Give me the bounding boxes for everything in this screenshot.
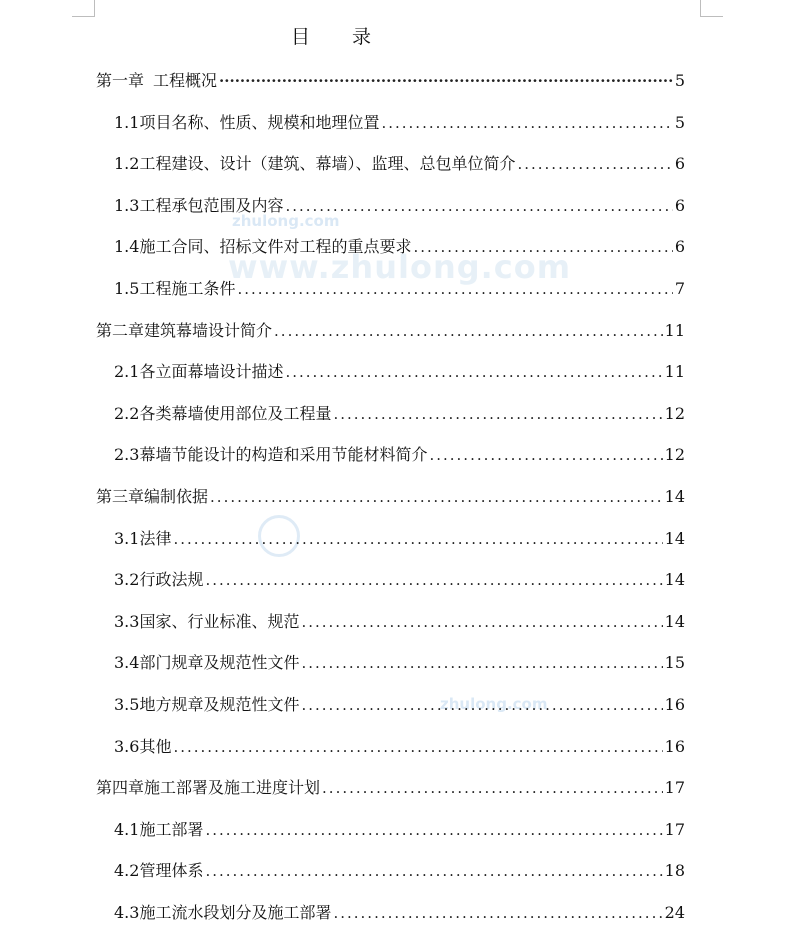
toc-section-entry[interactable]: [96, 393, 685, 435]
toc-dot-leader: [381, 103, 672, 145]
toc-page-number: 14: [664, 528, 685, 548]
toc-chapter-entry[interactable]: [96, 476, 685, 518]
toc-entry-title: 编制依据: [144, 486, 209, 506]
page-corner-mark-top-right: [700, 0, 723, 17]
toc-dot-leader: [205, 560, 662, 602]
toc-dot-leader: [173, 519, 662, 561]
toc-entry-title: 工程概况: [153, 71, 218, 90]
toc-dot-leader: [219, 61, 673, 103]
toc-page-number: 6: [674, 237, 685, 257]
toc-dot-leader: [301, 602, 662, 644]
toc-dot-leader: [285, 352, 662, 394]
toc-section-entry[interactable]: [96, 642, 685, 684]
toc-page-number: 5: [674, 71, 685, 90]
toc-page-number: 16: [664, 694, 685, 714]
toc-entry-number: 3.4: [114, 653, 140, 673]
toc-page-number: 12: [664, 445, 685, 465]
toc-entry-number: 第三章: [96, 486, 145, 506]
toc-entry-title: 施工部署及施工进度计划: [144, 778, 321, 798]
toc-dot-leader: [285, 186, 672, 228]
toc-entry-title: 各立面幕墙设计描述: [139, 362, 284, 382]
toc-dot-leader: [333, 893, 662, 935]
toc-chapter-entry[interactable]: [96, 60, 685, 102]
page-corner-mark-top-left: [72, 0, 95, 17]
toc-entry-number: 3.3: [114, 611, 140, 631]
toc-dot-leader: [274, 311, 663, 353]
toc-dot-leader: [301, 685, 662, 727]
toc-section-entry[interactable]: [96, 892, 685, 934]
toc-entry-title: 地方规章及规范性文件: [139, 694, 300, 714]
toc-entry-title: 法律: [139, 528, 172, 548]
toc-entry-number: 4.2: [114, 861, 140, 881]
watermark-small: zhulong.com: [232, 212, 340, 230]
toc-entry-number: 3.6: [114, 736, 140, 756]
toc-section-entry[interactable]: [96, 102, 685, 144]
toc-entry-number: 1.1: [114, 112, 140, 132]
toc-section-entry[interactable]: [96, 185, 685, 227]
toc-chapter-entry[interactable]: [96, 310, 685, 352]
toc-entry-number: 1.2: [114, 154, 140, 174]
toc-section-entry[interactable]: [96, 351, 685, 393]
toc-entry-number: 1.5: [114, 278, 140, 298]
toc-entry-number: 1.3: [114, 195, 140, 215]
toc-dot-leader: [205, 851, 662, 893]
toc-title: 目 录: [290, 26, 390, 48]
toc-dot-leader: [429, 435, 662, 477]
toc-page-number: 17: [664, 778, 685, 798]
toc-section-entry[interactable]: [96, 850, 685, 892]
toc-entry-title: 施工流水段划分及施工部署: [139, 902, 332, 922]
toc-entry-title: 其他: [139, 736, 172, 756]
toc-page-number: 7: [674, 278, 685, 298]
toc-dot-leader: [205, 810, 662, 852]
toc-page-number: 14: [664, 570, 685, 590]
toc-page-number: 6: [674, 154, 685, 174]
toc-entry-title: 幕墙节能设计的构造和采用节能材料简介: [139, 445, 428, 465]
toc-entry-title: 部门规章及规范性文件: [139, 653, 300, 673]
toc-page-number: 12: [664, 403, 685, 423]
toc-page-number: 11: [664, 362, 685, 382]
toc-entry-title: 管理体系: [139, 861, 204, 881]
toc-page-number: 24: [664, 902, 685, 922]
toc-entry-number: 2.2: [114, 403, 140, 423]
watermark-bottom: zhulong.com: [440, 695, 548, 713]
toc-entry-title: 行政法规: [139, 570, 204, 590]
toc-dot-leader: [322, 768, 663, 810]
toc-entry-number: 3.1: [114, 528, 140, 548]
toc-section-entry[interactable]: [96, 268, 685, 310]
toc-entry-title: 建筑幕墙设计简介: [144, 320, 273, 340]
toc-dot-leader: [173, 727, 662, 769]
toc-section-entry[interactable]: [96, 726, 685, 768]
toc-dot-leader: [237, 269, 672, 311]
toc-dot-leader: [301, 643, 662, 685]
toc-section-entry[interactable]: [96, 226, 685, 268]
toc-page-number: 14: [664, 611, 685, 631]
toc-entry-number: 4.3: [114, 902, 140, 922]
toc-page-number: 5: [674, 112, 685, 132]
toc-entry-title: 工程施工条件: [139, 278, 236, 298]
toc-entry-title: 施工部署: [139, 819, 204, 839]
toc-entry-title: 国家、行业标准、规范: [139, 611, 300, 631]
toc-entry-title: 各类幕墙使用部位及工程量: [139, 403, 332, 423]
toc-entry-title: 项目名称、性质、规模和地理位置: [139, 112, 380, 132]
toc-section-entry[interactable]: [96, 809, 685, 851]
table-of-contents: [96, 60, 685, 933]
toc-dot-leader: [413, 227, 672, 269]
toc-page-number: 14: [664, 486, 685, 506]
toc-chapter-entry[interactable]: [96, 767, 685, 809]
toc-page-number: 6: [674, 195, 685, 215]
toc-page-number: 16: [664, 736, 685, 756]
toc-dot-leader: [333, 394, 662, 436]
toc-section-entry[interactable]: [96, 143, 685, 185]
toc-entry-number: 2.1: [114, 362, 140, 382]
toc-entry-title: 施工合同、招标文件对工程的重点要求: [139, 237, 412, 257]
toc-entry-number: 2.3: [114, 445, 140, 465]
toc-entry-number: 1.4: [114, 237, 140, 257]
toc-page-number: 18: [664, 861, 685, 881]
toc-entry-number: 4.1: [114, 819, 140, 839]
toc-section-entry[interactable]: [96, 684, 685, 726]
toc-section-entry[interactable]: [96, 601, 685, 643]
toc-entry-number: 第四章: [96, 778, 145, 798]
toc-entry-title: 工程建设、设计（建筑、幕墙）、监理、总包单位简介: [139, 154, 516, 174]
toc-section-entry[interactable]: [96, 559, 685, 601]
toc-entry-number: 第二章: [96, 320, 145, 340]
toc-entry-number: 3.5: [114, 694, 140, 714]
toc-section-entry[interactable]: [96, 518, 685, 560]
toc-section-entry[interactable]: [96, 434, 685, 476]
toc-entry-number: 3.2: [114, 570, 140, 590]
watermark-large: www.zhulong.com: [228, 248, 572, 286]
toc-page-number: 17: [664, 819, 685, 839]
toc-dot-leader: [517, 144, 672, 186]
toc-entry-number: 第一章: [96, 71, 145, 90]
toc-entry-title: 工程承包范围及内容: [139, 195, 284, 215]
toc-dot-leader: [210, 477, 663, 519]
toc-page-number: 15: [664, 653, 685, 673]
toc-page-number: 11: [664, 320, 685, 340]
